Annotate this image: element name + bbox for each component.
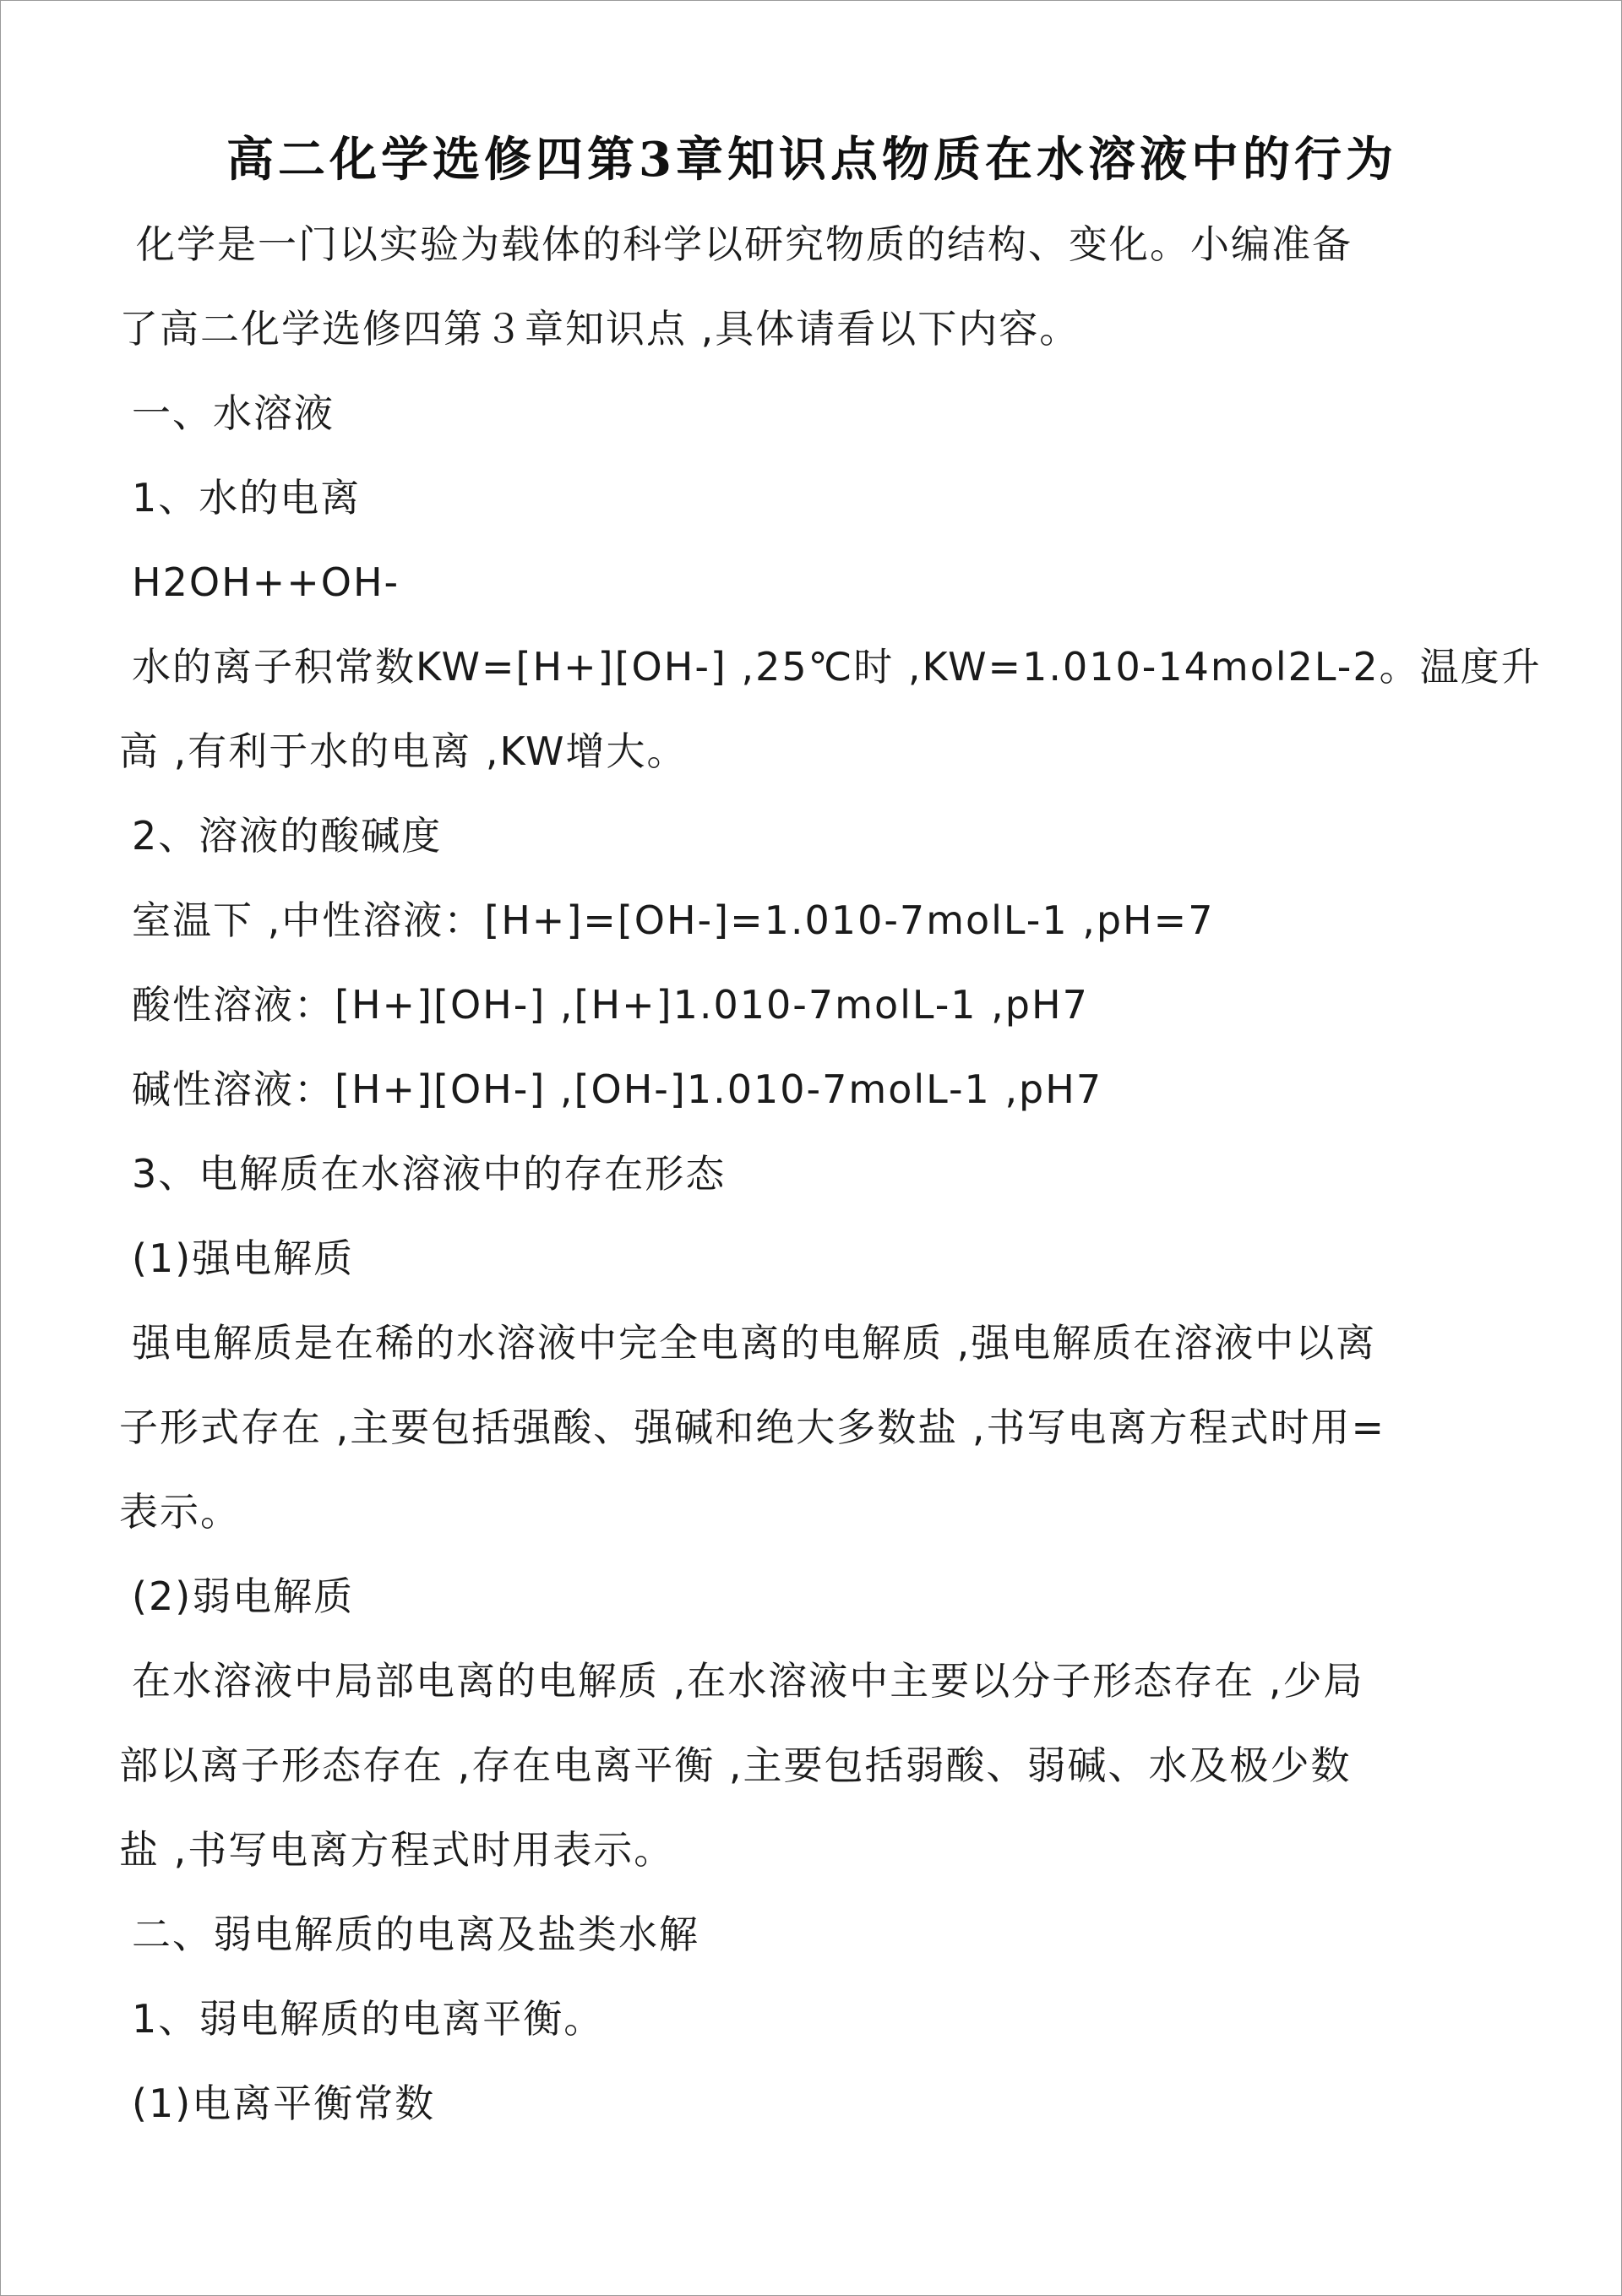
subsection-heading: 1、水的电离 <box>132 475 362 521</box>
equation-line: H2OH++OH- <box>132 559 400 605</box>
section-heading: 一、水溶液 <box>132 390 335 436</box>
subsection-heading: 2、溶液的酸碱度 <box>132 813 443 859</box>
paragraph-line: 酸性溶液：[H+][OH-] ,[H+]1.010-7molL-1 ,pH7 <box>132 982 1089 1028</box>
paragraph-line: 子形式存在 ,主要包括强酸、强碱和绝大多数盐 ,书写电离方程式时用= <box>119 1404 1386 1450</box>
paragraph-line: 盐 ,书写电离方程式时用表示。 <box>119 1827 675 1873</box>
section-heading: 二、弱电解质的电离及盐类水解 <box>132 1912 699 1957</box>
paragraph-line: 化学是一门以实验为载体的科学以研究物质的结构、变化。小编准备 <box>136 221 1353 267</box>
paragraph-line: 高 ,有利于水的电离 ,KW增大。 <box>119 728 688 774</box>
paragraph-line: 碱性溶液：[H+][OH-] ,[OH-]1.010-7molL-1 ,pH7 <box>132 1066 1103 1112</box>
paragraph-line: 强电解质是在稀的水溶液中完全电离的电解质 ,强电解质在溶液中以离 <box>132 1320 1377 1366</box>
paragraph-line: 部以离子形态存在 ,存在电离平衡 ,主要包括弱酸、弱碱、水及极少数 <box>119 1742 1352 1788</box>
item-heading: (1)强电解质 <box>132 1235 355 1281</box>
subsection-heading: 1、弱电解质的电离平衡。 <box>132 1996 605 2042</box>
paragraph-line: 表示。 <box>119 1489 241 1535</box>
subsection-heading: 3、电解质在水溶液中的存在形态 <box>132 1151 727 1197</box>
paragraph-line: 水的离子积常数KW=[H+][OH-] ,25℃时 ,KW=1.010-14mol2L-2。温度升 <box>132 644 1542 690</box>
paragraph-line: 在水溶液中局部电离的电解质 ,在水溶液中主要以分子形态存在 ,少局 <box>132 1658 1364 1704</box>
document-title: 高二化学选修四第3章知识点物质在水溶液中的行为 <box>226 132 1397 188</box>
item-heading: (1)电离平衡常数 <box>132 2081 436 2126</box>
paragraph-line: 了高二化学选修四第３章知识点 ,具体请看以下内容。 <box>119 306 1080 352</box>
paragraph-line: 室温下 ,中性溶液：[H+]=[OH-]=1.010-7molL-1 ,pH=7 <box>132 897 1215 943</box>
item-heading: (2)弱电解质 <box>132 1573 355 1619</box>
